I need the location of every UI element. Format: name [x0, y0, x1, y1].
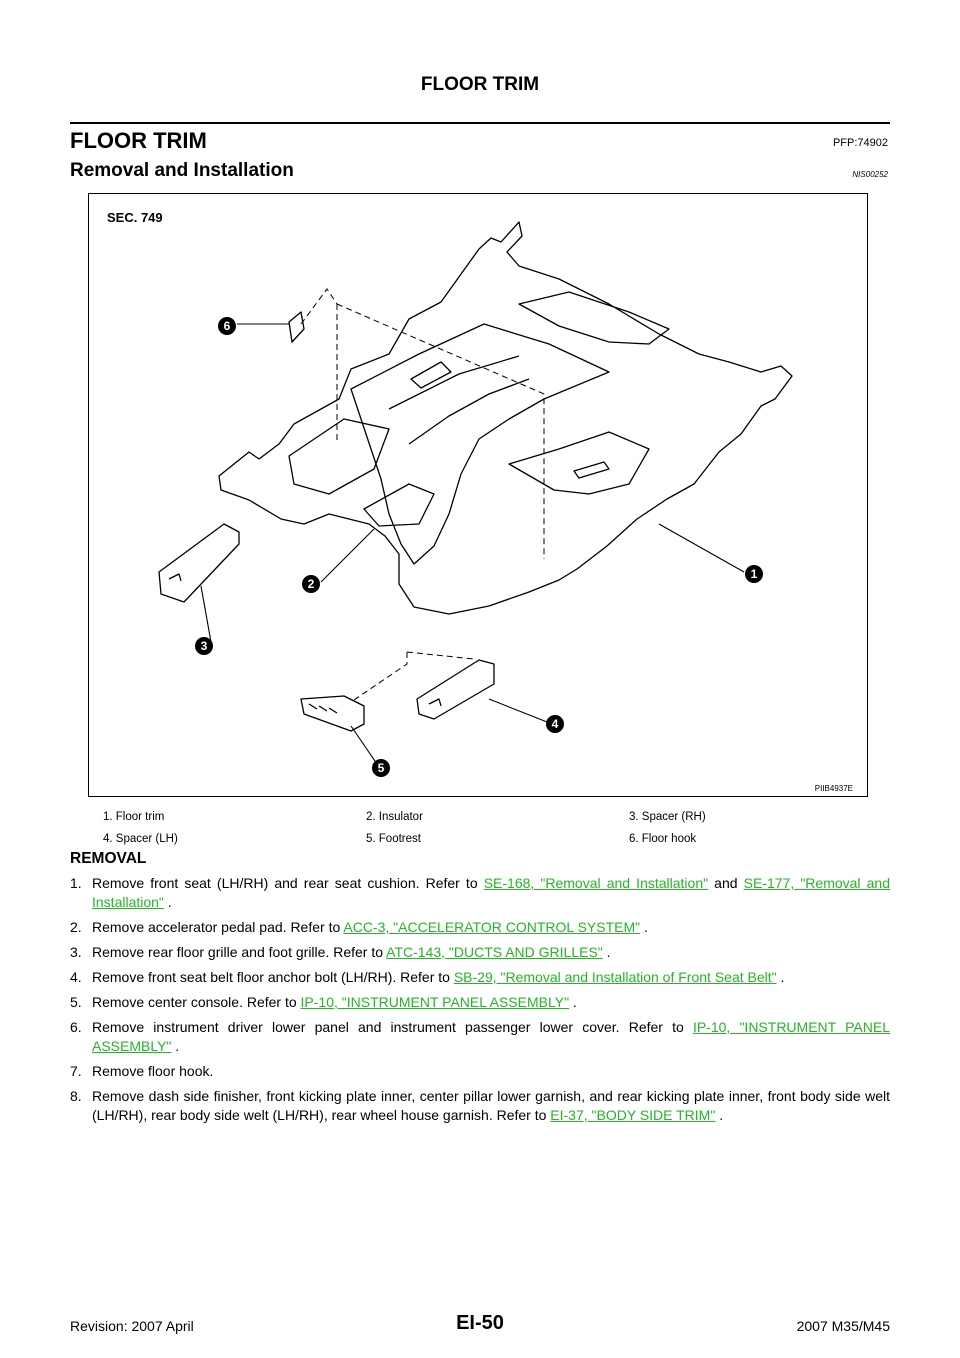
- locator-hook: [301, 289, 337, 324]
- removal-step: [70, 1018, 890, 1056]
- callout-2: 2: [307, 577, 315, 591]
- removal-step: [70, 943, 890, 962]
- step-text-part: .: [776, 969, 785, 985]
- step-text-part: Remove accelerator pedal pad. Refer to: [92, 919, 344, 935]
- removal-step: [70, 918, 890, 937]
- footrest-slots: [309, 704, 337, 713]
- insulator-outline: [364, 484, 434, 526]
- step-link[interactable]: ACC-3, "ACCELERATOR CONTROL SYSTEM": [343, 919, 641, 935]
- step-number: 3.: [70, 944, 82, 960]
- legend-item: 6. Floor hook: [629, 833, 697, 845]
- legend-row: [103, 828, 893, 850]
- callout-6: 6: [223, 319, 231, 333]
- callout-5: 5: [377, 761, 385, 775]
- diagram-sec-label: SEC. 749: [107, 210, 163, 225]
- footer-page-number: EI-50: [456, 1312, 504, 1334]
- legend-item: 2. Insulator: [366, 811, 423, 823]
- locator-hook-rear: [337, 304, 544, 559]
- legend-item: 3. Spacer (RH): [629, 811, 706, 823]
- spacer-lh-detail: [429, 699, 441, 706]
- step-number: 5.: [70, 994, 82, 1010]
- step-text-part: .: [715, 1107, 724, 1123]
- step-text-part: Remove front seat belt floor anchor bolt (LH/RH). Refer to: [92, 969, 454, 985]
- step-text: [92, 918, 890, 937]
- callout-1: 1: [750, 567, 758, 581]
- footrest: [301, 696, 364, 731]
- rear-upper-panel: [519, 292, 669, 344]
- removal-step: [70, 993, 890, 1012]
- callout-3: 3: [200, 639, 208, 653]
- floor-trim-outline: [219, 222, 792, 614]
- tunnel-ridge: [389, 356, 519, 409]
- figure-code: PIIB4937E: [814, 784, 853, 793]
- legend-item: 4. Spacer (LH): [103, 833, 178, 845]
- step-number: 6.: [70, 1019, 82, 1035]
- step-text-part: Remove front seat (LH/RH) and rear seat cushion. Refer to: [92, 875, 484, 891]
- leader-3: [201, 586, 211, 642]
- step-link[interactable]: SE-177, "Removal and Installation": [92, 875, 890, 910]
- step-number: 4.: [70, 969, 82, 985]
- step-text-part: .: [163, 894, 172, 910]
- removal-heading: REMOVAL: [70, 850, 147, 867]
- step-text-part: .: [569, 994, 577, 1010]
- step-text: [92, 968, 890, 987]
- subsection-code: NIS00252: [852, 170, 888, 179]
- floor-hook: [289, 312, 304, 342]
- step-text: Remove floor hook.: [92, 1063, 214, 1079]
- rear-floor-slot: [574, 462, 609, 478]
- step-text-part: Remove instrument driver lower panel and instrument passenger lower cover. Refer to: [92, 1019, 693, 1035]
- header-rule: [70, 122, 890, 124]
- step-text-part: .: [640, 919, 648, 935]
- parts-legend: [103, 806, 893, 850]
- step-text-part: Remove dash side finisher, front kicking plate inner, center pillar lower garnish, and rear kicking plate inner, front body side welt (LH/RH), rear body side welt (LH/RH), rear wheel house garnish. Refer to: [92, 1088, 890, 1123]
- step-text-part: Remove rear floor grille and foot grille. Refer to: [92, 944, 387, 960]
- step-text: [92, 1018, 890, 1056]
- step-text: [92, 1087, 890, 1125]
- step-text-part: and: [708, 875, 744, 891]
- floor-trim-diagram: [88, 193, 868, 797]
- step-text-part: Remove center console. Refer to: [92, 994, 301, 1010]
- removal-step: [70, 1062, 890, 1081]
- step-number: 7.: [70, 1063, 82, 1079]
- floor-tunnel: [351, 324, 609, 564]
- leader-2: [321, 529, 374, 582]
- spacer-rh-detail: [169, 574, 181, 581]
- step-link[interactable]: EI-37, "BODY SIDE TRIM": [550, 1107, 716, 1123]
- subsection-title: Removal and Installation: [70, 160, 294, 181]
- step-link[interactable]: IP-10, "INSTRUMENT PANEL ASSEMBLY": [300, 994, 570, 1010]
- step-link[interactable]: SE-168, "Removal and Installation": [483, 875, 709, 891]
- step-text: [92, 993, 890, 1012]
- footer-revision: Revision: 2007 April: [70, 1318, 194, 1334]
- removal-step: [70, 968, 890, 987]
- legend-item: 5. Footrest: [366, 833, 421, 845]
- section-title: FLOOR TRIM: [70, 128, 207, 153]
- rear-floor-panel: [509, 432, 649, 494]
- spacer-lh: [417, 660, 494, 719]
- leader-1: [659, 524, 744, 572]
- step-text: [92, 943, 890, 962]
- step-number: 8.: [70, 1088, 82, 1104]
- left-footwell-groove: [411, 362, 451, 388]
- removal-step: [70, 874, 890, 912]
- section-code: PFP:74902: [832, 137, 888, 149]
- step-link[interactable]: IP-10, "INSTRUMENT PANEL ASSEMBLY": [92, 1019, 890, 1054]
- leader-4: [489, 699, 547, 722]
- step-link[interactable]: ATC-143, "DUCTS AND GRILLES": [386, 944, 603, 960]
- locator-footrest: [351, 652, 407, 702]
- page-header-title: FLOOR TRIM: [420, 74, 540, 95]
- removal-step: [70, 1087, 890, 1125]
- tunnel-ridge-2: [409, 379, 529, 444]
- step-number: 1.: [70, 875, 82, 891]
- spacer-rh: [159, 524, 239, 602]
- footer-model: 2007 M35/M45: [796, 1318, 890, 1334]
- locator-footrest-top: [407, 652, 474, 659]
- step-link[interactable]: SB-29, "Removal and Installation of Front Seat Belt": [453, 969, 777, 985]
- legend-item: 1. Floor trim: [103, 811, 165, 823]
- leader-5: [351, 726, 377, 764]
- removal-steps: [70, 874, 890, 1131]
- step-number: 2.: [70, 919, 82, 935]
- diagram-illustration: [89, 194, 867, 796]
- step-text: [92, 874, 890, 912]
- step-text-part: .: [171, 1038, 180, 1054]
- callout-4: 4: [551, 717, 559, 731]
- legend-row: [103, 806, 893, 828]
- step-text-part: .: [602, 944, 611, 960]
